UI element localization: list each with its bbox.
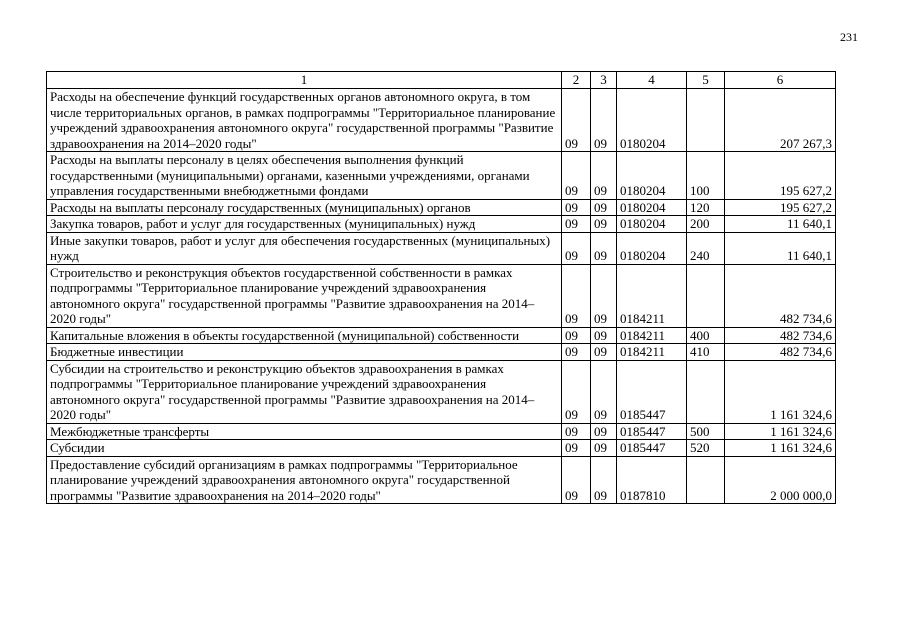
subsection-code-cell: 09 bbox=[591, 360, 617, 423]
target-article-cell: 0185447 bbox=[617, 423, 687, 440]
table-row bbox=[47, 152, 836, 200]
subsection-code-cell: 09 bbox=[591, 152, 617, 200]
amount-cell: 2 000 000,0 bbox=[725, 456, 836, 504]
expense-type-cell bbox=[687, 264, 725, 327]
expense-name-cell: Предоставление субсидий организациям в рамках подпрограммы "Территориальное планирование учреждений здравоохранения автономного округа" государственной программы "Развитие здравоохранения на 2014–2020 годы" bbox=[47, 456, 562, 504]
section-code-cell: 09 bbox=[562, 360, 591, 423]
section-code-cell: 09 bbox=[562, 216, 591, 233]
target-article-cell: 0180204 bbox=[617, 89, 687, 152]
table-row bbox=[47, 423, 836, 440]
subsection-code-cell: 09 bbox=[591, 327, 617, 344]
amount-cell: 195 627,2 bbox=[725, 199, 836, 216]
table-row bbox=[47, 89, 836, 152]
section-code-cell: 09 bbox=[562, 423, 591, 440]
expense-type-cell: 520 bbox=[687, 440, 725, 457]
subsection-code-cell: 09 bbox=[591, 89, 617, 152]
expense-name-cell: Межбюджетные трансферты bbox=[47, 423, 562, 440]
expense-type-cell: 240 bbox=[687, 232, 725, 264]
subsection-code-cell: 09 bbox=[591, 344, 617, 361]
expense-name-cell: Строительство и реконструкция объектов государственной собственности в рамках подпрограммы "Территориальное планирование учреждений здравоохранения автономного округа" государственной программы "Развитие здравоохранения на 2014–2020 годы" bbox=[47, 264, 562, 327]
amount-cell: 11 640,1 bbox=[725, 232, 836, 264]
amount-cell: 207 267,3 bbox=[725, 89, 836, 152]
subsection-code-cell: 09 bbox=[591, 456, 617, 504]
page-number: 231 bbox=[840, 30, 858, 44]
expense-type-cell: 400 bbox=[687, 327, 725, 344]
expense-type-cell bbox=[687, 89, 725, 152]
expense-type-cell: 500 bbox=[687, 423, 725, 440]
section-code-cell: 09 bbox=[562, 456, 591, 504]
header-cell-1: 1 bbox=[47, 72, 562, 89]
section-code-cell: 09 bbox=[562, 327, 591, 344]
section-code-cell: 09 bbox=[562, 440, 591, 457]
target-article-cell: 0180204 bbox=[617, 216, 687, 233]
section-code-cell: 09 bbox=[562, 232, 591, 264]
amount-cell: 482 734,6 bbox=[725, 327, 836, 344]
section-code-cell: 09 bbox=[562, 199, 591, 216]
expense-name-cell: Закупка товаров, работ и услуг для государственных (муниципальных) нужд bbox=[47, 216, 562, 233]
amount-cell: 1 161 324,6 bbox=[725, 360, 836, 423]
amount-cell: 11 640,1 bbox=[725, 216, 836, 233]
header-cell-2: 2 bbox=[562, 72, 591, 89]
table-row bbox=[47, 344, 836, 361]
table-row bbox=[47, 456, 836, 504]
header-cell-3: 3 bbox=[591, 72, 617, 89]
section-code-cell: 09 bbox=[562, 344, 591, 361]
target-article-cell: 0187810 bbox=[617, 456, 687, 504]
subsection-code-cell: 09 bbox=[591, 423, 617, 440]
expense-name-cell: Бюджетные инвестиции bbox=[47, 344, 562, 361]
amount-cell: 195 627,2 bbox=[725, 152, 836, 200]
header-cell-5: 5 bbox=[687, 72, 725, 89]
expense-name-cell: Капитальные вложения в объекты государственной (муниципальной) собственности bbox=[47, 327, 562, 344]
expense-type-cell: 120 bbox=[687, 199, 725, 216]
target-article-cell: 0184211 bbox=[617, 344, 687, 361]
budget-table bbox=[46, 71, 836, 504]
expense-type-cell: 410 bbox=[687, 344, 725, 361]
amount-cell: 1 161 324,6 bbox=[725, 440, 836, 457]
amount-cell: 1 161 324,6 bbox=[725, 423, 836, 440]
table-row bbox=[47, 232, 836, 264]
subsection-code-cell: 09 bbox=[591, 216, 617, 233]
expense-type-cell bbox=[687, 360, 725, 423]
expense-type-cell bbox=[687, 456, 725, 504]
expense-name-cell: Расходы на выплаты персоналу государственных (муниципальных) органов bbox=[47, 199, 562, 216]
section-code-cell: 09 bbox=[562, 152, 591, 200]
section-code-cell: 09 bbox=[562, 89, 591, 152]
target-article-cell: 0184211 bbox=[617, 264, 687, 327]
table-body bbox=[47, 89, 836, 504]
target-article-cell: 0180204 bbox=[617, 152, 687, 200]
table-header-row bbox=[47, 72, 836, 89]
header-cell-4: 4 bbox=[617, 72, 687, 89]
target-article-cell: 0180204 bbox=[617, 199, 687, 216]
table-row bbox=[47, 216, 836, 233]
expense-name-cell: Расходы на обеспечение функций государственных органов автономного округа, в том числе территориальных органов, в рамках подпрограммы "Территориальное планирование учреждений здравоохранения автономного округа" государственной программы "Развитие здравоохранения на 2014–2020 годы" bbox=[47, 89, 562, 152]
section-code-cell: 09 bbox=[562, 264, 591, 327]
amount-cell: 482 734,6 bbox=[725, 344, 836, 361]
target-article-cell: 0184211 bbox=[617, 327, 687, 344]
expense-name-cell: Субсидии bbox=[47, 440, 562, 457]
table-row bbox=[47, 360, 836, 423]
target-article-cell: 0185447 bbox=[617, 440, 687, 457]
header-cell-6: 6 bbox=[725, 72, 836, 89]
expense-type-cell: 100 bbox=[687, 152, 725, 200]
subsection-code-cell: 09 bbox=[591, 264, 617, 327]
target-article-cell: 0185447 bbox=[617, 360, 687, 423]
subsection-code-cell: 09 bbox=[591, 232, 617, 264]
target-article-cell: 0180204 bbox=[617, 232, 687, 264]
expense-name-cell: Иные закупки товаров, работ и услуг для обеспечения государственных (муниципальных) нужд bbox=[47, 232, 562, 264]
amount-cell: 482 734,6 bbox=[725, 264, 836, 327]
expense-name-cell: Расходы на выплаты персоналу в целях обеспечения выполнения функций государственными (муниципальными) органами, казенными учреждениями, органами управления государственными внебюджетными фондами bbox=[47, 152, 562, 200]
table-row bbox=[47, 327, 836, 344]
table-row bbox=[47, 264, 836, 327]
expense-type-cell: 200 bbox=[687, 216, 725, 233]
subsection-code-cell: 09 bbox=[591, 440, 617, 457]
table-row bbox=[47, 199, 836, 216]
table-row bbox=[47, 440, 836, 457]
expense-name-cell: Субсидии на строительство и реконструкцию объектов здравоохранения в рамках подпрограммы "Территориальное планирование учреждений здравоохранения автономного округа" государственной программы "Развитие здравоохранения на 2014–2020 годы" bbox=[47, 360, 562, 423]
subsection-code-cell: 09 bbox=[591, 199, 617, 216]
